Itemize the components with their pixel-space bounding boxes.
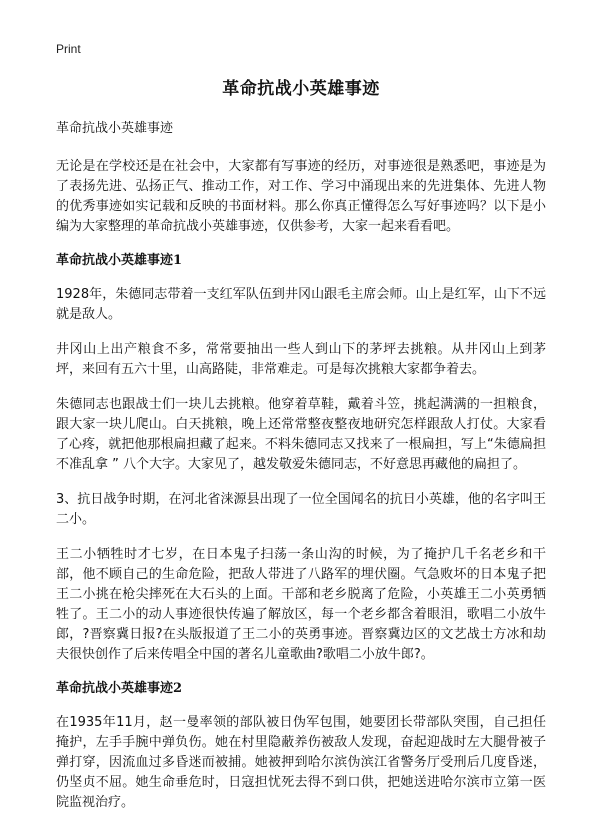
section-1-paragraph-5: 王二小牺牲时才七岁，在日本鬼子扫荡一条山沟的时候，为了掩护几千名老乡和干部，他不顾自己的生命危险，把敌人带进了八路军的埋伏圈。气急败坏的日本鬼子把王二小挑在枪尖摔死在大石头的上面。干部和老乡脱离了危险，小英雄王二小英勇牺牲了。王二小的动人事迹很快传遍了解放区，每一个老乡都含着眼泪，歌唱二小放牛郎，?晋察冀日报?在头版报道了王二小的英勇事迹。晋察冀边区的文艺战士方冰和劫夫很快创作了后来传唱全中国的著名儿童歌曲?歌唱二小放牛郎?。 xyxy=(56,547,546,662)
print-link[interactable]: Print xyxy=(56,42,81,56)
section-1-paragraph-3: 朱德同志也跟战士们一块儿去挑粮。他穿着草鞋，戴着斗笠，挑起满满的一担粮食，跟大家一块儿爬山。白天挑粮，晚上还常常整夜整夜地研究怎样跟敌人打仗。大家看了心疼，就把他那根扁担藏了起来。不料朱德同志又找来了一根扁担，写上“朱德扁担不准乱拿 ” 八个大字。大家见了，越发敬爱朱德同志，不好意思再藏他的扁担了。 xyxy=(56,397,546,472)
intro-paragraph: 无论是在学校还是在社会中，大家都有写事迹的经历，对事迹很是熟悉吧，事迹是为了表扬先进、弘扬正气、推动工作，对工作、学习中涌现出来的先进集体、先进人物的优秀事迹如实记载和反映的书面材料。那么你真正懂得怎么写好事迹吗？以下是小编为大家整理的革命抗战小英雄事迹，仅供参考，大家一起来看看吧。 xyxy=(56,159,546,234)
section-2-paragraph-1: 在1935年11月，赵一曼率领的部队被日伪军包围，她要团长带部队突围，自己担任掩护，左手手腕中弹负伤。她在村里隐蔽养伤被敌人发现，奋起迎战时左大腿骨被子弹打穿，因流血过多昏迷而被捕。她被押到哈尔滨伪滨江省警务厅受刑后几度昏迷，仍坚贞不屈。她生命垂危时，日寇担忧死去得不到口供，把她送进哈尔滨市立第一医院监视治疗。 xyxy=(56,715,546,810)
section-1-paragraph-1: 1928年，朱德同志带着一支红军队伍到井冈山跟毛主席会师。山上是红军，山下不远就是敌人。 xyxy=(56,287,546,322)
document-subtitle: 革命抗战小英雄事迹 xyxy=(56,121,174,136)
document-title: 革命抗战小英雄事迹 xyxy=(222,79,380,99)
section-heading-2: 革命抗战小英雄事迹2 xyxy=(56,681,183,696)
section-1-paragraph-4: 3、抗日战争时期，在河北省涞源县出现了一位全国闻名的抗日小英雄，他的名字叫王二小。 xyxy=(56,492,546,527)
section-1-paragraph-2: 井冈山上出产粮食不多，常常要抽出一些人到山下的茅坪去挑粮。从井冈山上到茅坪，来回有五六十里，山高路陡，非常难走。可是每次挑粮大家都争着去。 xyxy=(56,342,546,377)
section-heading-1: 革命抗战小英雄事迹1 xyxy=(56,253,183,268)
